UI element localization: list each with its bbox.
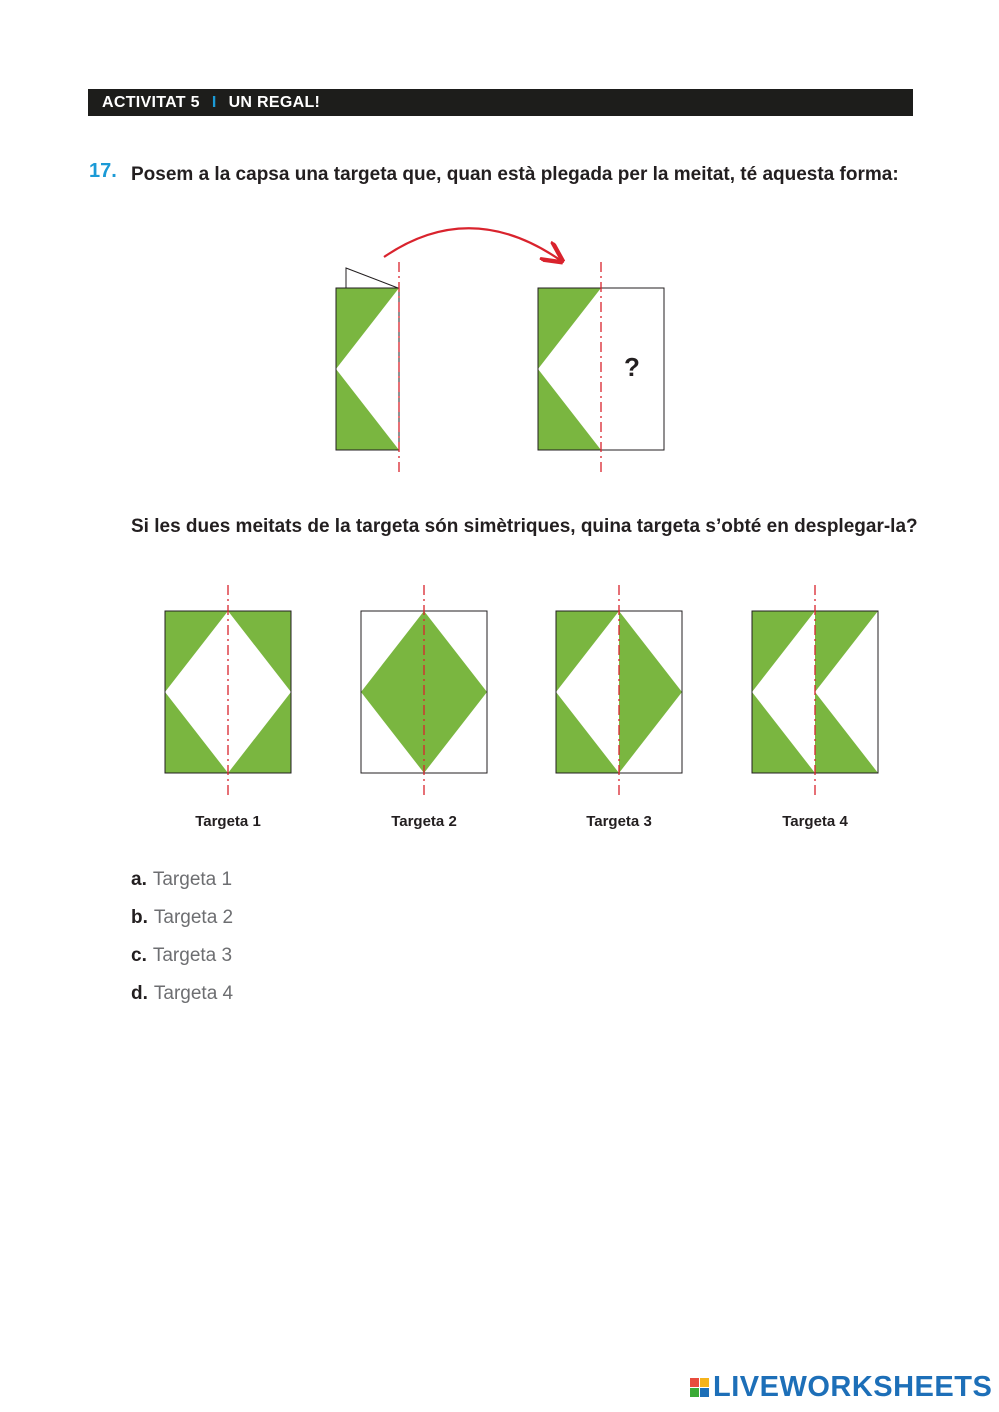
header-separator: I [211, 93, 217, 111]
activity-title: UN REGAL! [228, 93, 321, 111]
option-text: Targeta 1 [152, 869, 233, 890]
liveworksheets-logo-icon [690, 1378, 709, 1397]
option-d[interactable] [131, 980, 233, 1018]
card-4-label: Targeta 4 [782, 813, 848, 830]
option-text: Targeta 3 [152, 945, 233, 966]
option-letter: a. [131, 869, 147, 890]
option-c[interactable] [131, 942, 233, 980]
card-1-label: Targeta 1 [195, 813, 261, 830]
card-3 [556, 585, 682, 797]
option-text: Targeta 2 [153, 907, 234, 928]
activity-number: ACTIVITAT 5 [102, 93, 200, 111]
option-b[interactable] [131, 904, 233, 942]
question-number: 17. [89, 160, 117, 182]
question-subtext: Si les dues meitats de la targeta són simètriques, quina targeta s’obté en desplegar-la? [131, 516, 918, 537]
card-1 [165, 585, 291, 797]
unknown-mark: ? [624, 352, 640, 382]
answer-options [131, 866, 233, 1018]
option-letter: d. [131, 983, 148, 1004]
card-2-label: Targeta 2 [391, 813, 457, 830]
card-2 [361, 585, 487, 797]
option-letter: c. [131, 945, 147, 966]
option-a[interactable] [131, 866, 233, 904]
card-3-label: Targeta 3 [586, 813, 652, 830]
option-letter: b. [131, 907, 148, 928]
option-text: Targeta 4 [153, 983, 234, 1004]
question-text: Posem a la capsa una targeta que, quan està plegada per la meitat, té aquesta forma: [131, 164, 899, 185]
brand-watermark [690, 1371, 992, 1404]
brand-name: LIVEWORKSHEETS [713, 1371, 993, 1403]
card-4 [752, 585, 878, 797]
